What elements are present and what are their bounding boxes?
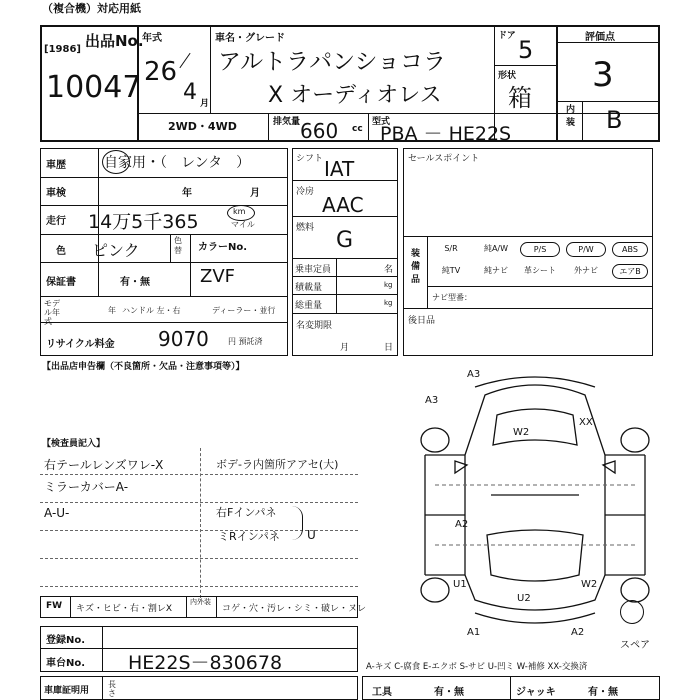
model-year-unit: 年 — [108, 306, 116, 315]
load-label: 積載量 — [295, 283, 323, 293]
color-no-label: カラーNo. — [198, 242, 248, 253]
car-name: アルトラパンショコラ — [218, 49, 447, 75]
mark-u1: U1 — [453, 579, 467, 590]
mark-xx: XX — [579, 417, 593, 428]
equipment-item-row2-4: エアB — [612, 264, 648, 279]
color-label: 色 — [56, 246, 66, 257]
shift-label: シフト — [296, 154, 324, 164]
model-year-label: モデル年式 — [44, 299, 60, 326]
lot-label: 出品No. — [85, 32, 144, 50]
note-4: 右Fインパネ — [216, 506, 277, 519]
fw-items: キズ・ヒビ・右・割レX — [76, 604, 172, 614]
registration-label: 登録No. — [46, 635, 86, 646]
note-3: A-U- — [44, 506, 70, 520]
door-value: 5 — [518, 36, 534, 64]
equipment-item-row1-0: S/R — [444, 244, 458, 253]
mark-w2-top: W2 — [513, 427, 530, 438]
shape-label: 形状 — [498, 71, 517, 81]
color-value: ピンク — [92, 241, 140, 260]
year-value: 26 — [144, 57, 178, 87]
equipment-item-row2-0: 純TV — [441, 266, 461, 275]
recycle-unit: 円 預託済 — [228, 337, 263, 346]
capacity-label: 乗車定員 — [295, 265, 332, 275]
jack-label: ジャッキ — [516, 687, 556, 698]
equipment-item-row2-2: 革シート — [524, 266, 556, 275]
displacement-value: 660 — [300, 119, 339, 143]
gross-label: 総重量 — [295, 301, 323, 311]
mark-a3-top: A3 — [467, 369, 481, 380]
handle-label: ハンドル 左・右 — [122, 306, 181, 315]
warranty-options: 有・無 — [120, 277, 150, 288]
history-options: 自家用・（ レンタ ） — [104, 155, 251, 171]
equipment-item-row1-2: P/S — [520, 242, 560, 257]
mark-a2-left: A2 — [455, 519, 469, 530]
name-change-day: 日 — [384, 343, 394, 353]
score-label: 評価点 — [585, 32, 615, 43]
ac-label: 冷房 — [296, 187, 315, 197]
mark-u2: U2 — [517, 593, 531, 604]
displacement-label: 排気量 — [273, 117, 301, 127]
score-value: 3 — [592, 55, 614, 95]
warranty-label: 保証書 — [46, 277, 76, 288]
equipment-item-row2-1: 純ナビ — [484, 266, 508, 275]
dealer-label: ディーラー・並行 — [212, 306, 276, 315]
interior-label: 内装 — [566, 105, 576, 128]
interior-items: コゲ・穴・汚レ・シミ・破レ・ヌレ — [222, 604, 367, 614]
mileage-unit-km: km — [233, 207, 246, 216]
capacity-unit: 名 — [384, 265, 394, 275]
mark-a3-left: A3 — [425, 395, 439, 406]
storage-sub-label: 長さ — [108, 680, 116, 698]
month-value: 4 — [183, 80, 197, 105]
declaration-title: 【出品店申告欄（不良箇所・欠品・注意事項等）】 — [42, 362, 245, 372]
drive-label: 2WD・4WD — [168, 120, 237, 133]
load-unit: kg — [384, 281, 393, 289]
mark-a2-rear: A2 — [571, 627, 585, 638]
storage-label: 車庫証明用 — [44, 686, 90, 696]
name-change-month: 月 — [340, 343, 350, 353]
fw-label: FW — [46, 601, 63, 611]
mark-a1: A1 — [467, 627, 481, 638]
interior-exterior-label: 内外装 — [190, 598, 211, 606]
note-6: U — [307, 528, 316, 542]
displacement-unit: cc — [352, 124, 363, 134]
inspection-label: 車検 — [46, 188, 66, 199]
mileage-value: 14万5千365 — [88, 211, 199, 233]
shape-value: 箱 — [508, 84, 532, 112]
color-no-value: ZVF — [200, 266, 235, 287]
interior-value: B — [606, 106, 623, 134]
note-2: ミラーカバーA- — [44, 480, 129, 494]
color-change-label: 色替 — [174, 236, 182, 255]
mileage-label: 走行 — [46, 216, 66, 227]
fuel-label: 燃料 — [296, 223, 315, 233]
tools-label: 工具 — [372, 687, 392, 698]
damage-legend: A-キズ C-腐食 E-エクボ S-サビ U-凹ミ W-補修 XX-交換済 — [366, 662, 588, 672]
fuel-value: G — [336, 228, 354, 253]
note-5: ミRインパネ — [218, 530, 280, 543]
model-value: PBA － HE22S — [380, 123, 512, 145]
shift-value: IAT — [324, 157, 355, 181]
chassis-label: 車台No. — [46, 658, 86, 669]
chassis-value: HE22S－830678 — [128, 652, 283, 674]
jack-options: 有・無 — [588, 687, 618, 698]
car-grade: X オーディオレス — [268, 83, 442, 108]
history-box — [40, 148, 288, 356]
tools-options: 有・無 — [434, 687, 464, 698]
mileage-unit-mile: マイル — [231, 220, 255, 229]
inspection-month-unit: 月 — [250, 188, 260, 199]
equipment-item-row1-4: ABS — [612, 242, 648, 257]
note-1: ボデ-ラ内箇所アアセ(大) — [216, 458, 339, 471]
car-name-label: 車名・グレード — [215, 33, 285, 44]
history-label: 車歴 — [46, 160, 66, 171]
door-label: ドア — [498, 31, 516, 41]
note-0: 右テールレンズワレ-X — [44, 458, 164, 472]
navi-label: ナビ型番： — [432, 293, 472, 302]
equipment-item-row1-1: 純A/W — [483, 244, 509, 253]
inspection-year-unit: 年 — [182, 188, 192, 199]
inspector-title: 【検査員記入】 — [42, 439, 106, 449]
rear-items-label: 後日品 — [408, 316, 436, 326]
month-unit: 月 — [200, 99, 210, 109]
model-label: 型式 — [372, 117, 391, 127]
spare-tire-icon — [620, 600, 644, 624]
year-label: 年式 — [142, 33, 162, 44]
sales-point-label: セールスポイント — [408, 154, 480, 164]
equipment-item-row2-3: 外ナビ — [574, 266, 598, 275]
equipment-label: 装備品 — [411, 249, 421, 285]
lot-number: 10047 — [46, 70, 142, 105]
history-circle-mark — [102, 150, 130, 174]
lot-bracket: [1986] — [44, 44, 81, 55]
equipment-item-row1-3: P/W — [566, 242, 606, 257]
spare-label: スペア — [620, 640, 650, 651]
ac-value: AAC — [322, 193, 364, 217]
km-circle-mark — [227, 205, 255, 221]
recycle-value: 9070 — [158, 327, 209, 351]
form-subtitle: （複合機）対応用紙 — [42, 2, 141, 15]
name-change-label: 名変期限 — [296, 321, 333, 331]
recycle-label: リサイクル料金 — [46, 339, 115, 350]
mark-w2-rear: W2 — [581, 579, 598, 590]
gross-unit: kg — [384, 299, 393, 307]
